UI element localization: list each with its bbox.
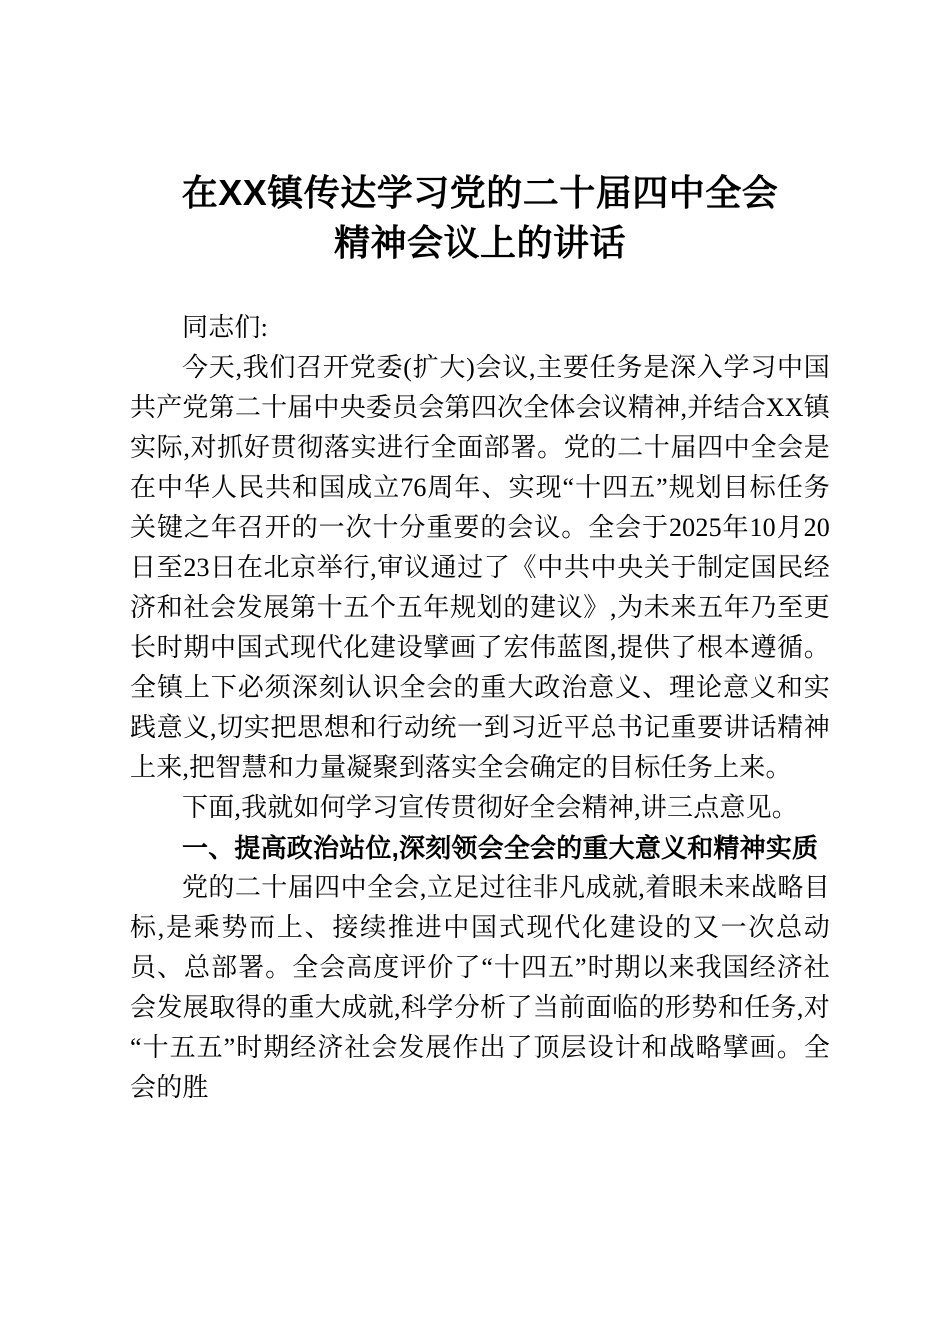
page-title-line-2: 精神会议上的讲话 [333,222,626,263]
body-paragraph: 党的二十届四中全会,立足过往非凡成就,着眼未来战略目标,是乘势而上、接续推进中国式现代化建设的又一次总动员、总部署。全会高度评价了“十四五”时期以来我国经济社会发展取得的重大成就,科学分析了当前面临的形势和任务,对“十五五”时期经济社会发展作出了顶层设计和战略擘画。全会的胜 [130,873,830,1102]
page-title [130,0,830,268]
section-heading: 一、提高政治站位,深刻领会全会的重大意义和精神实质 [182,833,819,863]
document-body [130,268,830,1108]
salutation: 同志们: [182,313,269,342]
body-paragraph: 今天,我们召开党委(扩大)会议,主要任务是深入学习中国共产党第二十届中央委员会第四次全体会议精神,并结合XX镇实际,对抓好贯彻落实进行全面部署。党的二十届四中全会是在中华人民共和国成立76周年、实现“十四五”规划目标任务关键之年召开的一次十分重要的会议。全会于2025年10月20日至23日在北京举行,审议通过了《中共中央关于制定国民经济和社会发展第十五个五年规划的建议》,为未来五年乃至更长时期中国式现代化建设擘画了宏伟蓝图,提供了根本遵循。全镇上下必须深刻认识全会的重大政治意义、理论意义和实践意义,切实把思想和行动统一到习近平总书记重要讲话精神上来,把智慧和力量凝聚到落实全会确定的目标任务上来。 [130,353,830,782]
page-title-line-1: 在XX镇传达学习党的二十届四中全会 [181,172,779,213]
body-paragraph: 下面,我就如何学习宣传贯彻好全会精神,讲三点意见。 [182,793,799,822]
document-content [130,0,830,1108]
